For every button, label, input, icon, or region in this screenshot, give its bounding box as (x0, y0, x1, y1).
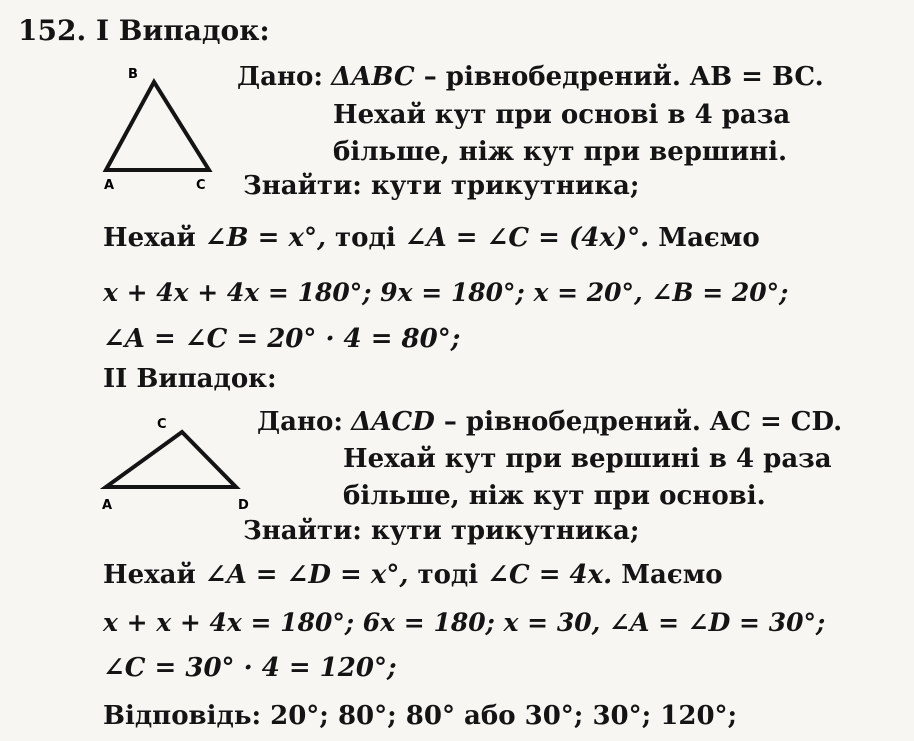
case2-line1-a: Нехай (103, 560, 205, 590)
case2-vertex-d: D (238, 498, 249, 513)
case2-solution-line3: ∠C = 30° · 4 = 120°; (103, 653, 397, 683)
case2-given-triangle: ΔACD (351, 407, 435, 437)
case1-line1-e: Маємо (649, 223, 760, 253)
case2-heading: II Випадок: (103, 364, 277, 394)
problem-number: 152. (18, 14, 87, 47)
case2-find-label: Знайти: (243, 516, 362, 546)
case2-given-line3: більше, ніж кут при основі. (343, 481, 766, 511)
case2-line1-b: ∠A = ∠D = x°, (204, 560, 409, 590)
case1-vertex-b: B (128, 67, 138, 82)
case2-find (243, 516, 639, 546)
answer-line (103, 701, 737, 731)
case1-solution-line2: x + 4x + 4x = 180°; 9x = 180°; x = 20°, ∠B = 20°; (103, 278, 789, 307)
case1-line1-b: ∠B = x°, (204, 223, 326, 253)
case1-given-line2: Нехай кут при основі в 4 раза (333, 100, 791, 130)
case1-line1-c: тоді (326, 223, 405, 253)
case1-heading: I Випадок: (95, 14, 270, 47)
case2-given-rest: – рівнобедрений. AC = CD. (434, 407, 843, 437)
case1-given-triangle: ΔABC (331, 62, 415, 92)
case1-find-label: Знайти: (243, 171, 362, 201)
case2-line1-e: Маємо (612, 560, 723, 590)
case2-vertex-c: C (157, 417, 167, 432)
case2-given-line1 (257, 407, 842, 437)
case1-find-text: кути трикутника; (361, 171, 640, 201)
case1-line1-a: Нехай (103, 223, 205, 253)
case1-given-label: Дано: (237, 62, 323, 92)
case2-line1-c: тоді (408, 560, 488, 590)
case2-vertex-a: A (102, 498, 113, 513)
case1-vertex-c: C (196, 178, 206, 193)
case1-given-line3: більше, ніж кут при вершині. (333, 137, 788, 167)
case2-find-text: кути трикутника; (361, 516, 640, 546)
case2-given-label: Дано: (257, 407, 343, 437)
case2-solution-line1 (103, 560, 723, 590)
case1-solution-line3: ∠A = ∠C = 20° · 4 = 80°; (103, 324, 461, 354)
case2-line1-d: ∠C = 4x. (487, 560, 613, 590)
answer-text: 20°; 80°; 80° або 30°; 30°; 120°; (261, 701, 738, 731)
case1-vertex-a: A (104, 178, 115, 193)
case2-solution-line2: x + x + 4x = 180°; 6x = 180; x = 30, ∠A = ∠D = 30°; (103, 608, 826, 637)
answer-label: Відповідь: (103, 701, 262, 731)
case1-line1-d: ∠A = ∠C = (4x)°. (404, 223, 650, 253)
case2-given-line2: Нехай кут при вершині в 4 раза (343, 444, 832, 474)
case1-given-rest: – рівнобедрений. AB = BC. (414, 62, 824, 92)
